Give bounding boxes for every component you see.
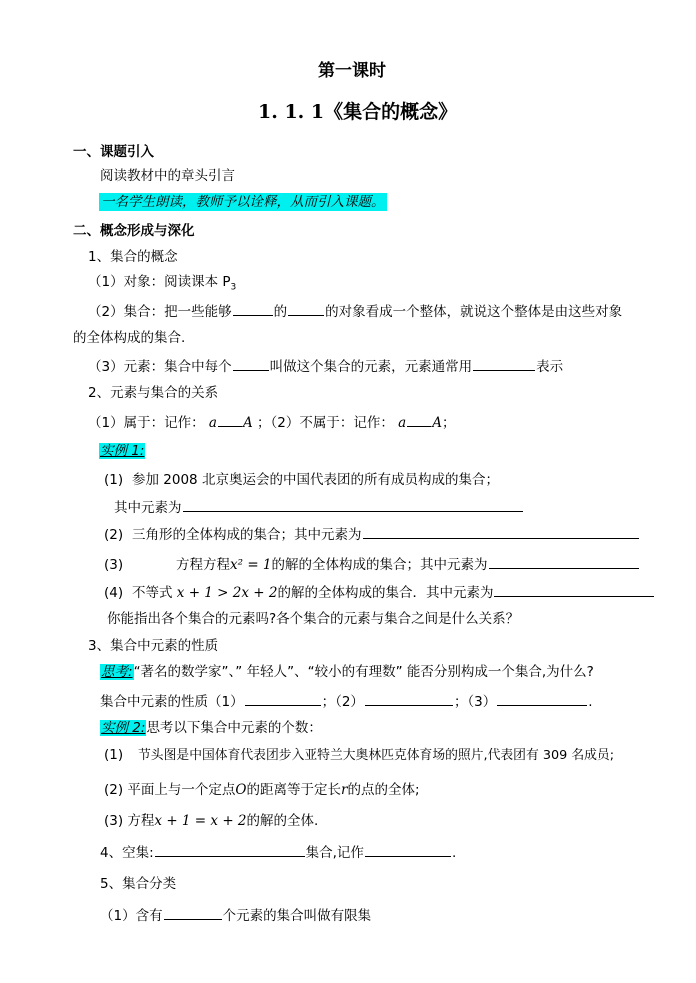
item-number: (4): [104, 585, 124, 601]
blank-input[interactable]: [155, 843, 305, 857]
symbol-a: a: [398, 415, 407, 431]
example-2-item-2: [104, 781, 420, 799]
think-text: “著名的数学家”、” 年轻人”、“较小的有理数” 能否分别构成一个集合,为什么?: [133, 664, 594, 680]
item-number: (2): [104, 782, 124, 798]
symbol-a: a: [208, 415, 217, 431]
properties-text-b: ；（2）: [321, 694, 364, 710]
item-1c-text-a: （3）元素：集合中每个: [88, 359, 232, 375]
symbol-A: A: [432, 415, 442, 431]
item-1-title: 1、集合的概念: [88, 249, 178, 265]
example-1-item-1: [104, 471, 499, 489]
example-1-item-3: [104, 555, 640, 574]
radius-r: r: [341, 782, 348, 798]
think-line: [100, 663, 594, 681]
equation: x² = 1: [230, 557, 272, 573]
blank-input[interactable]: [233, 302, 273, 316]
item-2a-text-b: ；（2）不属于：记作：: [257, 415, 394, 431]
example-1-item-4-text-a: 不等式: [132, 585, 173, 601]
item-1a-text: （1）对象：阅读课本 P: [88, 274, 231, 290]
properties-text-d: .: [588, 694, 593, 710]
page-title: 第一课时: [318, 61, 386, 81]
example-2-item-1-text: 节头图是中国体育代表团步入亚特兰大奥林匹克体育场的照片,代表团有 309 名成员;: [138, 748, 615, 763]
example-1-item-2-text: 三角形的全体构成的集合；其中元素为: [132, 527, 362, 543]
blank-input[interactable]: [218, 413, 242, 427]
item-number: (2): [104, 527, 124, 543]
example-1-item-3-text-a: 方程方程: [176, 557, 230, 573]
item-5a: [100, 906, 371, 925]
example-2-label: 实例 2:: [101, 720, 146, 736]
page-subscript: 3: [230, 282, 237, 293]
example-2-item-3: [104, 812, 318, 830]
item-5a-text-b: 个元素的集合叫做有限集: [222, 908, 372, 924]
item-3-title: 3、集合中元素的性质: [88, 638, 219, 654]
intro-text: 阅读教材中的章头引言: [100, 168, 235, 184]
lesson-title: 1. 1. 1《集合的概念》: [258, 101, 458, 123]
point-O: O: [235, 782, 247, 798]
example-2-item-2-text-a: 平面上与一个定点: [127, 782, 236, 798]
item-4-text-c: .: [451, 845, 457, 861]
item-1b-text-c: 的对象看成一个整体，就说这个整体是由这些对象: [325, 304, 623, 320]
item-5-title: 5、集合分类: [100, 876, 177, 892]
example-2-item-3-text-a: 方程: [127, 813, 155, 829]
inequality: x + 1 > 2x + 2: [176, 585, 278, 601]
example-2-item-3-text-b: 的解的全体.: [246, 813, 319, 829]
item-4-text-b: 集合,记作: [305, 845, 364, 861]
item-1b-text-b: 的: [273, 304, 288, 320]
blank-input[interactable]: [288, 302, 324, 316]
item-1b: [88, 302, 622, 321]
section-heading-concept: 二、概念形成与深化: [73, 223, 195, 239]
item-4-text-a: 4、空集:: [100, 845, 154, 861]
intro-highlight-line: [99, 193, 387, 211]
item-2-title: 2、元素与集合的关系: [88, 385, 219, 401]
blank-input[interactable]: [233, 357, 269, 371]
properties-line: [100, 692, 593, 711]
example-2-item-2-text-b: 的距离等于定长: [246, 782, 341, 798]
item-1c-text-b: 叫做这个集合的元素，元素通常用: [269, 359, 473, 375]
think-label: 思考:: [101, 664, 133, 680]
properties-text-c: ；（3）: [453, 694, 497, 710]
example-2-text: 思考以下集合中元素的个数：: [146, 720, 322, 736]
blank-input[interactable]: [365, 843, 451, 857]
blank-input[interactable]: [365, 692, 453, 706]
example-1-item-1b: [114, 498, 524, 517]
item-2a-text-c: ；: [441, 415, 456, 431]
blank-input[interactable]: [497, 692, 587, 706]
example-1-item-4: [104, 583, 655, 602]
item-1c-text-c: 表示: [536, 359, 564, 375]
example-2-item-1: [104, 746, 614, 765]
example-1-label-line: [99, 442, 145, 460]
item-number: (3): [104, 813, 124, 829]
properties-text-a: 集合中元素的性质（1）: [100, 694, 244, 710]
item-number: (3): [104, 557, 124, 573]
equation: x + 1 = x + 2: [154, 813, 247, 829]
example-1-label: 实例 1:: [100, 443, 145, 459]
item-2a: [88, 413, 455, 432]
example-2-line: [100, 719, 322, 737]
blank-input[interactable]: [245, 692, 321, 706]
item-number: (1): [104, 472, 124, 488]
item-4: [100, 843, 456, 862]
blank-input[interactable]: [363, 525, 639, 539]
section-heading-intro: 一、课题引入: [73, 144, 154, 160]
blank-input[interactable]: [407, 413, 431, 427]
example-1-item-2: [104, 525, 640, 544]
item-1a: [88, 273, 236, 297]
item-5a-text-a: （1）含有: [100, 908, 163, 924]
example-1-item-4-text-b: 的解的全体构成的集合．其中元素为: [277, 585, 494, 601]
blank-input[interactable]: [473, 357, 535, 371]
item-2a-text-a: （1）属于：记作：: [88, 415, 205, 431]
symbol-A: A: [242, 415, 253, 431]
example-1-item-1b-text: 其中元素为: [114, 500, 182, 516]
blank-input[interactable]: [494, 583, 654, 597]
example-1-item-3-text-b: 的解的全体构成的集合；其中元素为: [271, 557, 488, 573]
blank-input[interactable]: [183, 498, 523, 512]
item-1c: [88, 357, 563, 376]
blank-input[interactable]: [164, 906, 222, 920]
example-1-item-1-text: 参加 2008 北京奥运会的中国代表团的所有成员构成的集合；: [132, 472, 499, 488]
blank-input[interactable]: [489, 555, 639, 569]
item-1b-cont: 的全体构成的集合.: [73, 330, 186, 346]
question-text: 你能指出各个集合的元素吗?各个集合的元素与集合之间是什么关系？: [107, 611, 520, 627]
item-1b-text-a: （2）集合：把一些能够: [88, 304, 232, 320]
example-2-item-2-text-c: 的点的全体;: [347, 782, 420, 798]
intro-highlight: 一名学生朗读，教师予以诠释，从而引入课题。: [101, 194, 385, 210]
item-number: (1): [104, 747, 124, 763]
